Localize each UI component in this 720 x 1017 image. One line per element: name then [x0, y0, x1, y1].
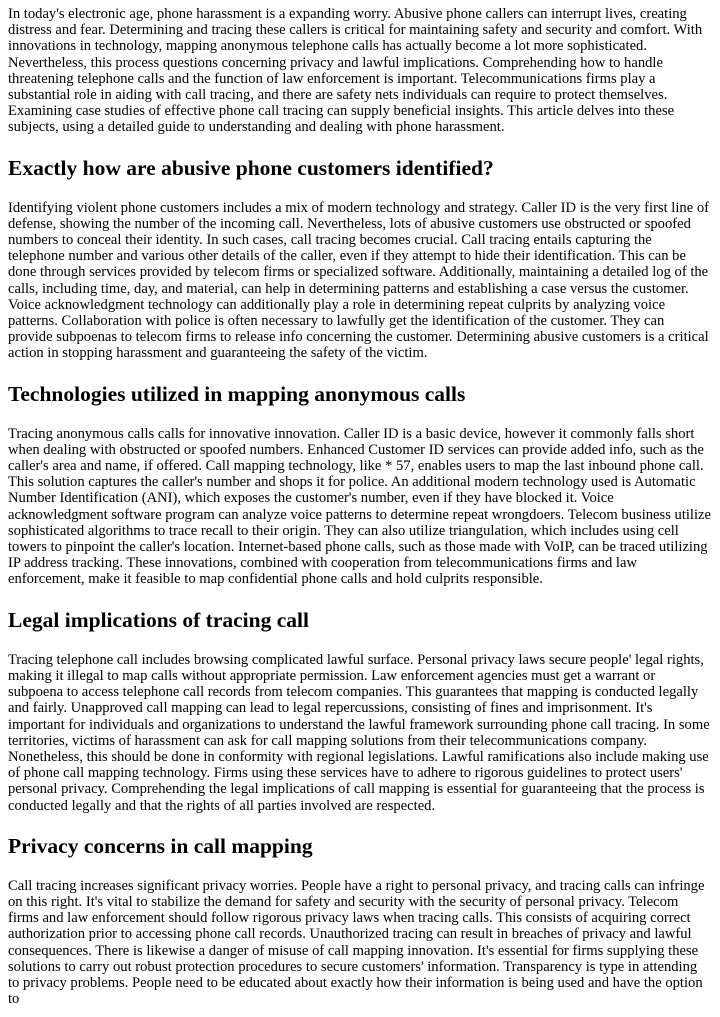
section-body-identification: Identifying violent phone customers includes a mix of modern technology and strategy. Caller ID is the very first line of defense, showing the number of the incoming call. Nevertheless, lots of abusive customers use obstructed or spoofed numbers to conceal their identity. In such cases, call tracing becomes crucial. Call tracing entails capturing the telephone number and various other details of the caller, even if they attempt to hide their identification. This can be done through services provided by telecom firms or specialized software. Additionally, maintaining a detailed log of the calls, including time, day, and material, can help in determining patterns and establishing a case versus the customer. Voice acknowledgment technology can additionally play a role in determining repeat culprits by analyzing voice patterns. Collaboration with police is often necessary to lawfully get the identification of the customer. They can provide subpoenas to telecom firms to release info concerning the customer. Determining abusive customers is a critical action in stopping harassment and guaranteeing the safety of the victim.: [8, 199, 709, 362]
section-heading-technologies: Technologies utilized in mapping anonymous calls: [8, 381, 466, 406]
intro-paragraph: In today's electronic age, phone harassment is a expanding worry. Abusive phone callers can interrupt lives, creating distress and fear. Determining and tracing these callers is critical for maintaining safety and security and comfort. With innovations in technology, mapping anonymous telephone calls has actually become a lot more sophisticated. Nevertheless, this process questions concerning privacy and lawful implications. Comprehending how to handle threatening telephone calls and the function of law enforcement is important. Telecommunications firms play a substantial role in aiding with call tracing, and there are safety nets individuals can require to protect themselves. Examining case studies of effective phone call tracing can supply beneficial insights. This article delves into these subjects, using a detailed guide to understanding and dealing with phone harassment.: [8, 6, 703, 136]
section-body-privacy: Call tracing increases significant privacy worries. People have a right to personal privacy, and tracing calls can infringe on this right. It's vital to stabilize the demand for safety and security with the security of personal privacy. Telecom firms and law enforcement should follow rigorous privacy laws when tracing calls. This consists of acquiring correct authorization prior to accessing phone call records. Unauthorized tracing can result in breaches of privacy and lawful consequences. There is likewise a danger of misuse of call mapping innovation. It's essential for firms supplying these solutions to carry out robust protection procedures to secure customers' information. Transparency is type in attending to privacy problems. People need to be educated about exactly how their information is being used and have the option to: [8, 877, 705, 1008]
section-body-legal: Tracing telephone call includes browsing complicated lawful surface. Personal privacy laws secure people' legal rights, making it illegal to map calls without appropriate permission. Law enforcement agencies must get a warrant or subpoena to access telephone call records from telecom companies. This guarantees that mapping is conducted legally and fairly. Unapproved call mapping can lead to legal repercussions, consisting of fines and imprisonment. It's important for individuals and organizations to understand the lawful framework surrounding phone call tracing. In some territories, victims of harassment can ask for call mapping solutions from their telecommunications company. Nonetheless, this should be done in conformity with regional legislations. Lawful ramifications also include making use of phone call mapping technology. Firms using these services have to adhere to rigorous guidelines to protect users' personal privacy. Comprehending the legal implications of call mapping is essential for guaranteeing that the process is conducted legally and that the rights of all parties involved are respected.: [8, 651, 710, 814]
section-body-technologies: Tracing anonymous calls calls for innovative innovation. Caller ID is a basic device, however it commonly falls short when dealing with obstructed or spoofed numbers. Enhanced Customer ID services can provide added info, such as the caller's area and name, if offered. Call mapping technology, like * 57, enables users to map the last inbound phone call. This solution captures the caller's number and shops it for police. An additional modern technology used is Automatic Number Identification (ANI), which exposes the customer's number, even if they have blocked it. Voice acknowledgment software program can analyze voice patterns to determine repeat wrongdoers. Telecom business utilize sophisticated algorithms to trace recall to their origin. They can also utilize triangulation, which includes using cell towers to pinpoint the caller's location. Internet-based phone calls, such as those made with VoIP, can be traced utilizing IP address tracking. These innovations, combined with cooperation from telecommunications firms and law enforcement, make it feasible to map confidential phone calls and hold culprits responsible.: [8, 425, 712, 588]
section-heading-privacy: Privacy concerns in call mapping: [8, 833, 313, 858]
section-heading-identification: Exactly how are abusive phone customers identified?: [8, 155, 494, 180]
section-heading-legal: Legal implications of tracing call: [8, 607, 309, 632]
